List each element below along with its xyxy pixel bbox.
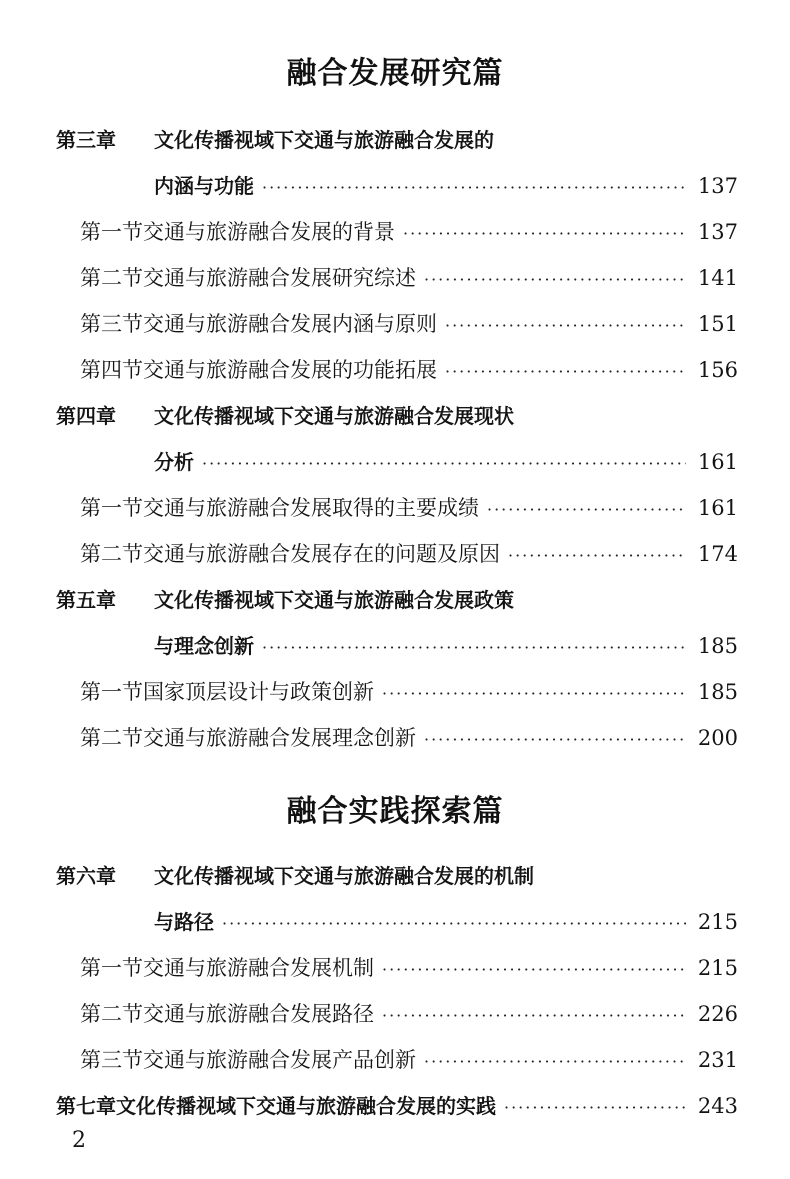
- section-label: 第二节: [80, 542, 143, 566]
- page-number: 185: [697, 680, 738, 704]
- section-label: 第二节: [80, 1002, 143, 1026]
- toc-entry[interactable]: [80, 676, 738, 706]
- chapter-title: 文化传播视域下交通与旅游融合发展的实践: [116, 1094, 496, 1118]
- dot-leader: [403, 224, 686, 243]
- page-number: 174: [697, 542, 738, 566]
- section-label: 第二节: [80, 266, 143, 290]
- page-number: 141: [697, 266, 738, 290]
- chapter-label: 第五章: [56, 588, 116, 612]
- page-number: 137: [697, 174, 738, 198]
- page-number: 243: [697, 1094, 738, 1118]
- chapter-title-continued: 内涵与功能: [154, 174, 254, 198]
- dot-leader: [424, 1052, 686, 1071]
- chapter-title: 文化传播视域下交通与旅游融合发展政策: [154, 588, 514, 612]
- dot-leader: [222, 914, 686, 933]
- section-label: 第三节: [80, 1048, 143, 1072]
- section-title: 国家顶层设计与政策创新: [143, 680, 374, 704]
- chapter-label: 第四章: [56, 404, 116, 428]
- toc-entry[interactable]: [80, 262, 738, 292]
- page-number: 185: [697, 634, 738, 658]
- page-number: 215: [697, 956, 738, 980]
- page-number: 161: [697, 450, 738, 474]
- chapter-5-heading: [56, 584, 514, 613]
- section-title: 交通与旅游融合发展理念创新: [143, 726, 416, 750]
- toc-entry[interactable]: [80, 998, 738, 1028]
- chapter-6-entry[interactable]: [154, 906, 738, 935]
- dot-leader: [202, 454, 686, 473]
- section-title: 交通与旅游融合发展内涵与原则: [143, 312, 437, 336]
- chapter-4-heading: [56, 400, 514, 429]
- chapter-title: 文化传播视域下交通与旅游融合发展的机制: [154, 864, 534, 888]
- section-label: 第一节: [80, 496, 143, 520]
- part-heading-practice: 融合实践探索篇: [286, 794, 504, 829]
- section-label: 第二节: [80, 726, 143, 750]
- dot-leader: [508, 546, 686, 565]
- section-label: 第一节: [80, 680, 143, 704]
- chapter-label: 第三章: [56, 128, 116, 152]
- dot-leader: [382, 1006, 686, 1025]
- dot-leader: [262, 178, 686, 197]
- chapter-3-heading: [56, 124, 494, 153]
- page-number: 226: [697, 1002, 738, 1026]
- section-title: 交通与旅游融合发展研究综述: [143, 266, 416, 290]
- chapter-4-entry[interactable]: [154, 446, 738, 475]
- dot-leader: [445, 362, 686, 381]
- dot-leader: [424, 270, 686, 289]
- chapter-title: 文化传播视域下交通与旅游融合发展的: [154, 128, 494, 152]
- chapter-7-entry[interactable]: [56, 1090, 738, 1119]
- section-title: 交通与旅游融合发展存在的问题及原因: [143, 542, 500, 566]
- chapter-title-continued: 与路径: [154, 910, 214, 934]
- chapter-label: 第七章: [56, 1094, 116, 1118]
- dot-leader: [424, 730, 686, 749]
- section-label: 第三节: [80, 312, 143, 336]
- toc-entry[interactable]: [80, 216, 738, 246]
- section-label: 第四节: [80, 358, 143, 382]
- page-number: 215: [697, 910, 738, 934]
- page-number: 200: [697, 726, 738, 750]
- dot-leader: [382, 960, 686, 979]
- toc-entry[interactable]: [80, 722, 738, 752]
- toc-entry[interactable]: [80, 354, 738, 384]
- chapter-title-continued: 与理念创新: [154, 634, 254, 658]
- page-number: 137: [697, 220, 738, 244]
- toc-entry[interactable]: [80, 308, 738, 338]
- chapter-3-entry[interactable]: [154, 170, 738, 199]
- dot-leader: [504, 1098, 686, 1117]
- toc-entry[interactable]: [80, 1044, 738, 1074]
- chapter-5-entry[interactable]: [154, 630, 738, 659]
- section-label: 第一节: [80, 220, 143, 244]
- section-label: 第一节: [80, 956, 143, 980]
- chapter-title-continued: 分析: [154, 450, 194, 474]
- section-title: 交通与旅游融合发展的背景: [143, 220, 395, 244]
- dot-leader: [487, 500, 686, 519]
- chapter-label: 第六章: [56, 864, 116, 888]
- dot-leader: [382, 684, 686, 703]
- chapter-title: 文化传播视域下交通与旅游融合发展现状: [154, 404, 514, 428]
- dot-leader: [262, 638, 686, 657]
- section-title: 交通与旅游融合发展的功能拓展: [143, 358, 437, 382]
- folio-page-number: 2: [72, 1128, 86, 1153]
- chapter-6-heading: [56, 860, 534, 889]
- page-number: 151: [697, 312, 738, 336]
- section-title: 交通与旅游融合发展路径: [143, 1002, 374, 1026]
- part-heading-research: 融合发展研究篇: [286, 56, 504, 91]
- section-title: 交通与旅游融合发展取得的主要成绩: [143, 496, 479, 520]
- page-number: 231: [697, 1048, 738, 1072]
- page-number: 156: [697, 358, 738, 382]
- section-title: 交通与旅游融合发展机制: [143, 956, 374, 980]
- toc-entry[interactable]: [80, 492, 738, 522]
- section-title: 交通与旅游融合发展产品创新: [143, 1048, 416, 1072]
- toc-entry[interactable]: [80, 538, 738, 568]
- dot-leader: [445, 316, 686, 335]
- page-number: 161: [697, 496, 738, 520]
- toc-entry[interactable]: [80, 952, 738, 982]
